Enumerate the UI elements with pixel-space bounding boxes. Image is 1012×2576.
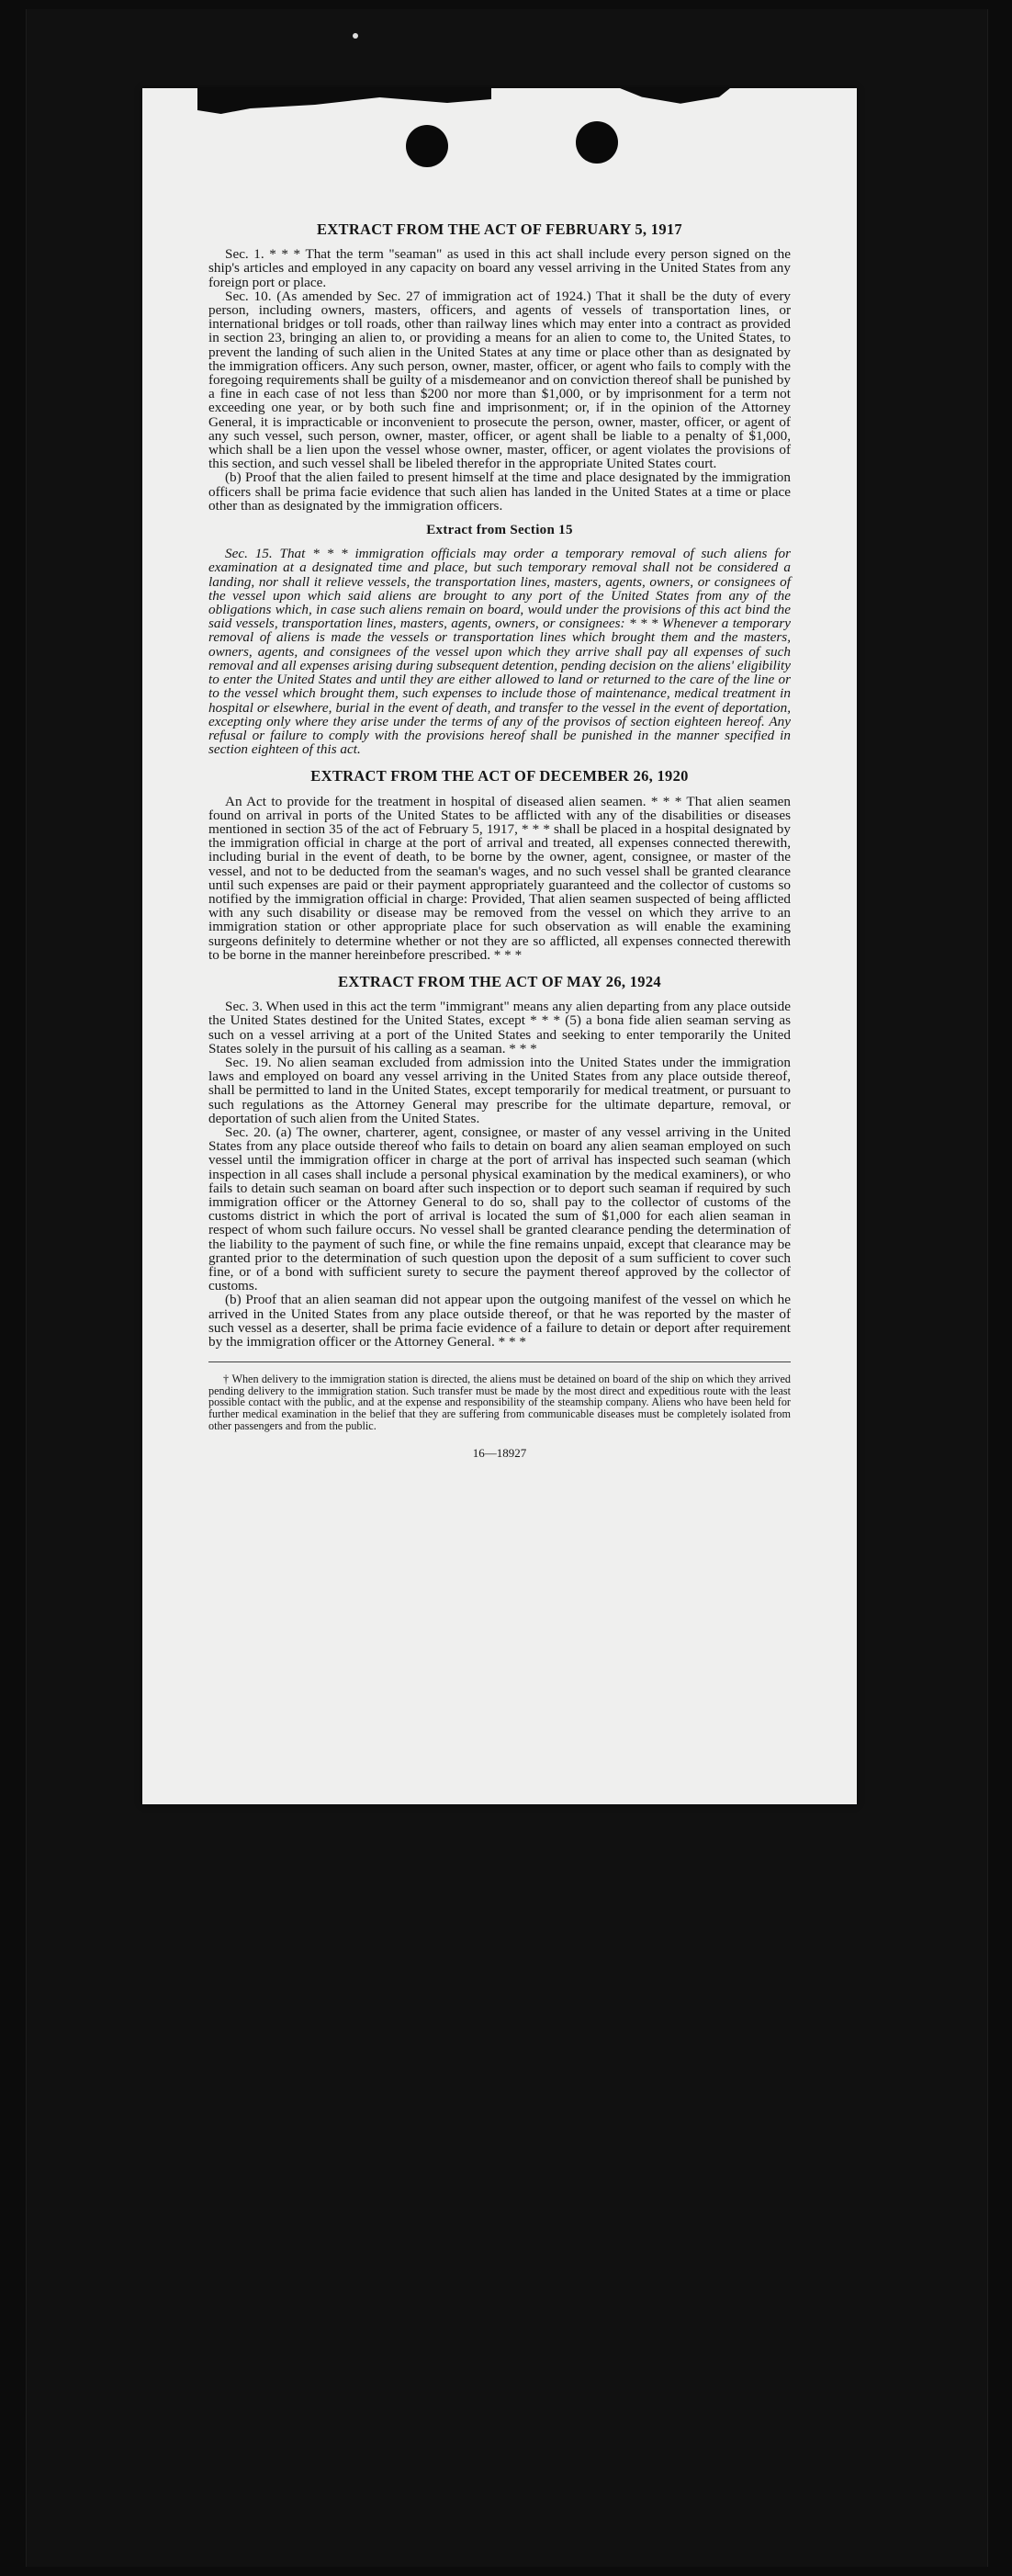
heading-act-1920: EXTRACT FROM THE ACT OF DECEMBER 26, 1920 xyxy=(310,767,689,785)
document-page xyxy=(142,88,857,1804)
footnote: † When delivery to the immigration station is directed, the aliens must be detained on board of the ship on which they arrived pending delivery to the immigration station. Such transfer must be made by the most direct and expeditious route with the least possible contact with the public, and at the expense and responsibility of the steamship company. Aliens who have been held for further medical examination in the belief that they are suffering from communicable diseases must be completely isolated from other passengers and from the public. xyxy=(208,1373,791,1432)
punch-hole xyxy=(406,125,448,167)
paragraph-1920: An Act to provide for the treatment in hospital of diseased alien seamen. * * * That alien seamen found on arrival in ports of the United States to be afflicted with any of the disabilities or diseases mentioned in section 35 of the act of February 5, 1917, * * * shall be placed in a hospital designated by the immigration official in charge at the port of arrival and treated, all expenses connected therewith, including burial in the event of death, to be borne by the owner, agent, consignee, or master of the vessel, and not to be deducted from the seaman's wages, and no such vessel shall be granted clearance until such expenses are paid or their payment appropriately guaranteed and the collector of customs so notified by the immigration official in charge: Provided, That alien seamen suspected of being afflicted with any such disability or disease may be removed from the vessel on which they arrive to an immigration station or other appropriate place for such observation as will enable the examining surgeons definitely to determine whether or not they are so afflicted, all expenses connected therewith to be borne in the manner hereinbefore prescribed. * * * xyxy=(208,793,791,963)
footnote-divider xyxy=(208,1361,791,1362)
punch-hole xyxy=(576,121,618,164)
document-body xyxy=(208,222,791,1460)
paragraph-1917-proof: (b) Proof that the alien failed to present himself at the time and place designated by the immigration officers shall be prima facie evidence that such alien has landed in the United States at a time or place other than as designated by the immigration officers. xyxy=(208,469,791,514)
heading-act-1924: EXTRACT FROM THE ACT OF MAY 26, 1924 xyxy=(338,972,661,990)
paragraph-1924-sec19: Sec. 19. No alien seaman excluded from admission into the United States under the immigration laws and employed on board any vessel arriving in the United States from any place outside thereof, shall be permitted to land in the United States, except temporarily for medical treatment, or pursuant to such regulations as the Attorney General may prescribe for the ultimate departure, removal, or deportation of such alien from the United States. xyxy=(208,1054,791,1126)
paragraph-1924-sec20: Sec. 20. (a) The owner, charterer, agent, consignee, or master of any vessel arriving in the United States from any place outside thereof who fails to detain on board any alien seaman employed on such vessel until the immigration officer in charge at the port of arrival has inspected such seaman (which inspection in all cases shall include a personal physical examination by the medical examiners), or who fails to detain such seaman on board after such inspection or to deport such seaman if required by such immigration officer or the Attorney General to do so, shall pay to the collector of customs of the customs district in which the port of arrival is located the sum of $1,000 for each alien seaman in respect of whom such failure occurs. No vessel shall be granted clearance pending the determination of the liability to the payment of such fine, or while the fine remains unpaid, except that clearance may be granted prior to the determination of such question upon the deposit of a sum sufficient to cover such fine, or of a bond with sufficient surety to secure the payment thereof approved by the collector of customs. xyxy=(208,1124,791,1294)
paragraph-1917-sec10: Sec. 10. (As amended by Sec. 27 of immigration act of 1924.) That it shall be the duty of every person, including owners, masters, officers, and agents of vessels of transportation lines, or international bridges or toll roads, other than railway lines which may enter into a contract as provided in section 23, bringing an alien to, or providing a means for an alien to come to, the United States, to prevent the landing of such alien in the United States at any time or place other than as designated by the immigration officers. Any such person, owner, master, officer, or agent who fails to comply with the foregoing requirements shall be guilty of a misdemeanor and on conviction thereof shall be punished by a fine in each case of not less than $200 nor more than $1,000, or by imprisonment for a term not exceeding one year, or by both such fine and imprisonment; or, if in the opinion of the Attorney General, it is impracticable or inconvenient to prosecute the person, owner, master, officer, or agent of any such vessel, such person, owner, master, officer, or agent shall be liable to a penalty of $1,000, which shall be a lien upon the vessel whose owner, master, officer, or agent violates the provisions of this section, and such vessel shall be libeled therefor in the appropriate United States court. xyxy=(208,288,791,472)
paragraph-1924-proof: (b) Proof that an alien seaman did not appear upon the outgoing manifest of the vessel on which he arrived in the United States from any place outside thereof, or that he was reported by the master of such vessel as a deserter, shall be prima facie evidence of a failure to detain or deport after requirement by the immigration officer or the Attorney General. * * * xyxy=(208,1292,791,1350)
dust-speck xyxy=(353,33,358,39)
paragraph-1917-sec1: Sec. 1. * * * That the term "seaman" as used in this act shall include every person signed on the ship's articles and employed in any capacity on board any vessel arriving in the United States from any foreign port or place. xyxy=(208,246,791,290)
paragraph-section-15: Sec. 15. That * * * immigration officials may order a temporary removal of such aliens for examination at a designated time and place, but such temporary removal shall not be considered a landing, nor shall it relieve vessels, the transportation lines, masters, agents, owners, or consignees of the vessel upon which said aliens are brought to any port of the United States from any of the obligations which, in case such aliens remain on board, would under the provisions of this act bind the said vessels, transportation lines, masters, agents, owners, or consignees: * * * Whenever a temporary removal of aliens is made the vessels or transportation lines which brought them and the masters, owners, agents, and consignees of the vessel upon which they arrive shall pay all expenses of such removal and all expenses arising during subsequent detention, pending decision on the aliens' eligibility to enter the United States and until they are either allowed to land or returned to the care of the line or to the vessel which brought them, such expenses to include those of maintenance, medical treatment in hospital or elsewhere, burial in the event of death, and transfer to the vessel in the event of deportation, excepting only where they arise under the terms of any of the provisos of section eighteen hereof. Any refusal or failure to comply with the provisions hereof shall be punished in the manner specified in section eighteen of this act. xyxy=(208,546,791,758)
paragraph-1924-sec3: Sec. 3. When used in this act the term "immigrant" means any alien departing from any place outside the United States destined for the United States, except * * * (5) a bona fide alien seaman serving as such on a vessel arriving at a port of the United States and seeking to enter temporarily the United States solely in the pursuit of his calling as a seaman. * * * xyxy=(208,999,791,1056)
heading-section-15: Extract from Section 15 xyxy=(426,523,573,538)
print-code: 16—18927 xyxy=(472,1446,527,1461)
torn-edge xyxy=(197,88,491,125)
heading-act-1917: EXTRACT FROM THE ACT OF FEBRUARY 5, 1917 xyxy=(317,220,682,238)
torn-edge xyxy=(620,88,730,110)
